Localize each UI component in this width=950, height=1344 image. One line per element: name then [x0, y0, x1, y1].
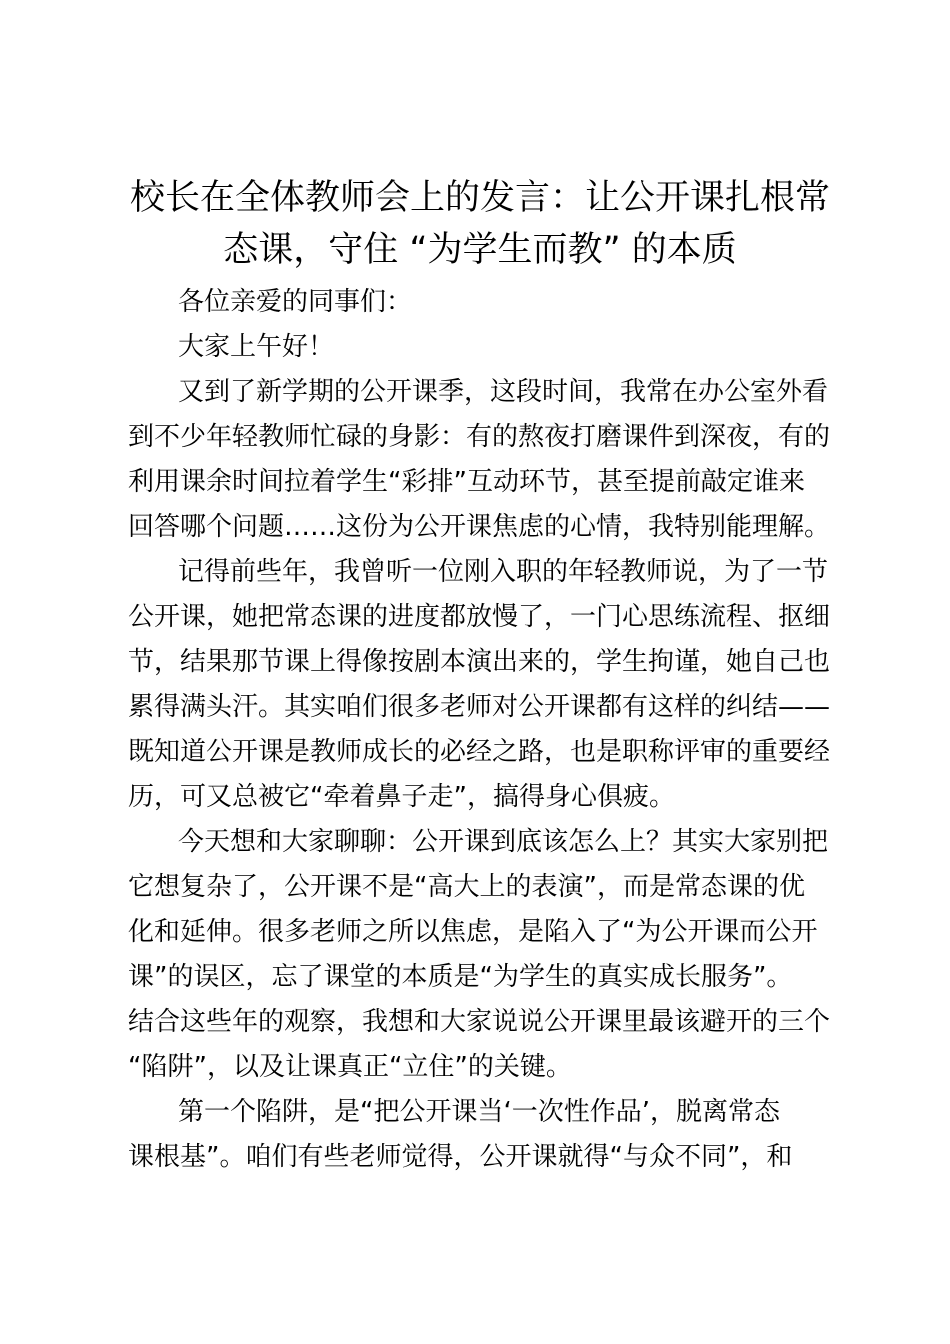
greeting: 大家上午好！	[178, 332, 335, 362]
title-line: 校长在全体教师会上的发言：让公开课扎根常	[129, 178, 830, 218]
paragraph-line: 化和延伸。很多老师之所以焦虑，是陷入了“为公开课而公开	[128, 917, 818, 947]
paragraph-line: 课”的误区，忘了课堂的本质是“为学生的真实成长服务”。	[128, 962, 793, 992]
salutation: 各位亲爱的同事们：	[178, 287, 413, 317]
paragraph-line: 课根基”。咱们有些老师觉得，公开课就得“与众不同”，和	[128, 1142, 793, 1172]
paragraph-line: 公开课，她把常态课的进度都放慢了，一门心思练流程、抠细	[128, 602, 831, 632]
paragraph-line: 回答哪个问题……这份为公开课焦虑的心情，我特别能理解。	[128, 512, 831, 542]
title-line: 态课，守住 “为学生而教” 的本质	[223, 230, 737, 270]
paragraph-line: 累得满头汗。其实咱们很多老师对公开课都有这样的纠结——	[128, 692, 831, 722]
paragraph-line: 到不少年轻教师忙碌的身影：有的熬夜打磨课件到深夜，有的	[128, 422, 831, 452]
paragraph-line: 既知道公开课是教师成长的必经之路，也是职称评审的重要经	[128, 737, 831, 767]
paragraph-line: “陷阱”，以及让课真正“立住”的关键。	[128, 1052, 572, 1082]
paragraph-line: 利用课余时间拉着学生“彩排”互动环节，甚至提前敲定谁来	[128, 467, 805, 497]
paragraph-line: 它想复杂了，公开课不是“高大上的表演”，而是常态课的优	[128, 872, 805, 902]
document-body	[128, 280, 840, 1180]
paragraph-line: 又到了新学期的公开课季，这段时间，我常在办公室外看	[178, 377, 829, 407]
paragraph-line: 记得前些年，我曾听一位刚入职的年轻教师说，为了一节	[178, 557, 829, 587]
paragraph-line: 节，结果那节课上得像按剧本演出来的，学生拘谨，她自己也	[128, 647, 831, 677]
paragraph-line: 第一个陷阱，是“把公开课当‘一次性作品’，脱离常态	[178, 1097, 780, 1127]
paragraph-line: 结合这些年的观察，我想和大家说说公开课里最该避开的三个	[128, 1007, 831, 1037]
document-title	[110, 172, 850, 276]
paragraph-line: 今天想和大家聊聊：公开课到底该怎么上？其实大家别把	[178, 827, 829, 857]
paragraph-line: 历，可又总被它“牵着鼻子走”，搞得身心俱疲。	[128, 782, 675, 812]
